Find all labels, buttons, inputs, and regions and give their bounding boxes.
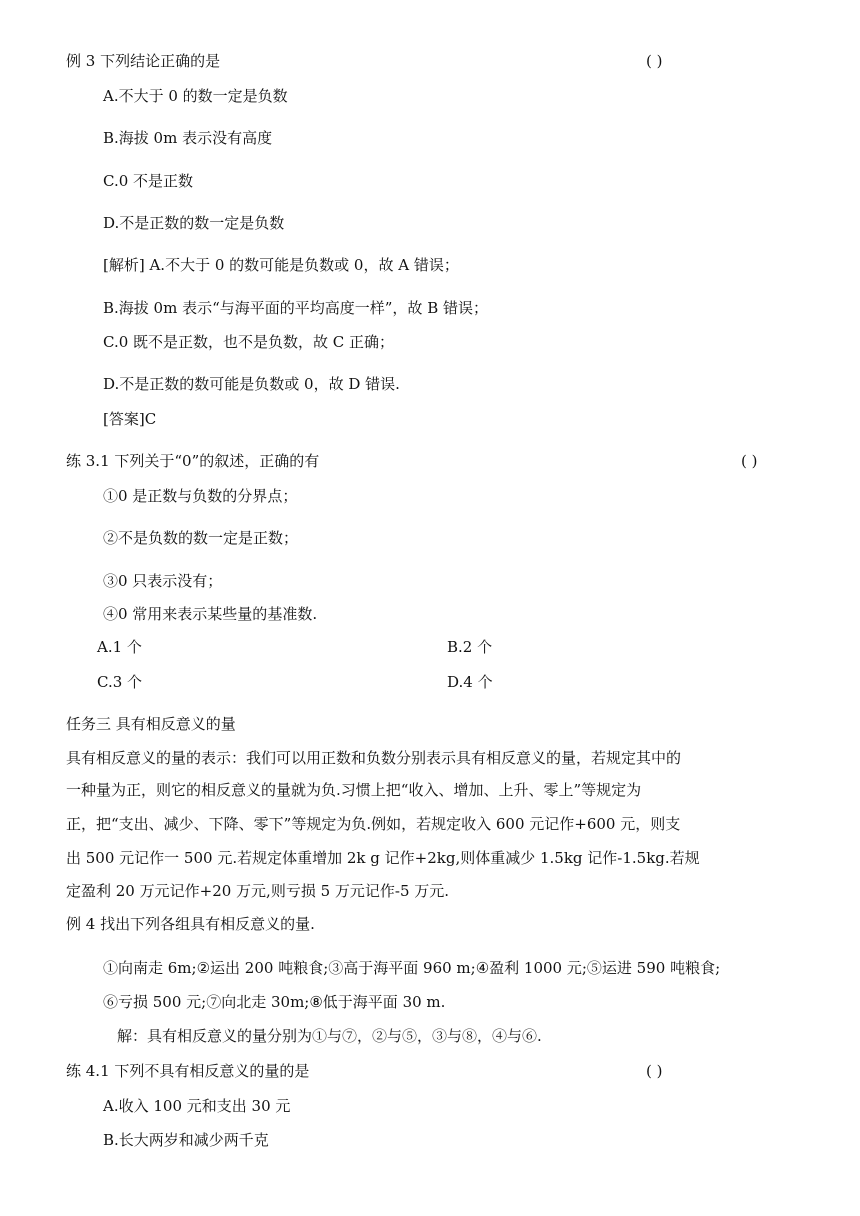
solution-line: 解：具有相反意义的量分别为①与⑦，②与⑤，③与⑧，④与⑥. [117,1027,542,1045]
answer-bracket: ( ) [646,52,663,70]
option-c: C.3 个 [97,673,143,691]
option-a: A.收入 100 元和支出 30 元 [103,1097,291,1115]
option-d: D.4 个 [447,673,493,691]
analysis-line: [解析] A.不大于 0 的数可能是负数或 0，故 A 错误； [103,256,459,274]
practice-3-1-title: 练 3.1 下列关于“0”的叙述，正确的有 [66,452,320,470]
example-4-title: 例 4 找出下列各组具有相反意义的量. [66,915,315,933]
option-d: D.不是正数的数一定是负数 [103,214,285,232]
option-c: C.0 不是正数 [103,172,194,190]
analysis-line: D.不是正数的数可能是负数或 0，故 D 错误. [103,375,400,393]
statement-item: ②不是负数的数一定是正数； [103,529,299,547]
answer-bracket: ( ) [741,452,758,470]
example-3-title: 例 3 下列结论正确的是 [66,52,221,70]
option-b: B.2 个 [447,638,493,656]
paragraph-line: 具有相反意义的量的表示：我们可以用正数和负数分别表示具有相反意义的量，若规定其中的 [66,749,682,767]
section-heading: 任务三 具有相反意义的量 [66,715,236,733]
statement-item: ①0 是正数与负数的分界点； [103,487,298,505]
statement-item: ④0 常用来表示某些量的基准数. [103,605,318,623]
practice-4-1-title: 练 4.1 下列不具有相反意义的量的是 [66,1062,310,1080]
analysis-line: B.海拔 0m 表示“与海平面的平均高度一样”，故 B 错误； [103,299,488,317]
example-item-line: ①向南走 6m;②运出 200 吨粮食;③高于海平面 960 m;④盈利 1000 元;⑤运进 590 吨粮食; [103,959,721,977]
statement-item: ③0 只表示没有； [103,572,223,590]
paragraph-line: 一种量为正，则它的相反意义的量就为负.习惯上把“收入、增加、上升、零上”等规定为 [66,781,642,799]
example-item-line: ⑥亏损 500 元;⑦向北走 30m;⑧低于海平面 30 m. [103,993,446,1011]
answer-bracket: ( ) [646,1062,663,1080]
option-b: B.长大两岁和减少两千克 [103,1131,269,1149]
option-b: B.海拔 0m 表示没有高度 [103,129,273,147]
option-a: A.不大于 0 的数一定是负数 [103,87,288,105]
option-a: A.1 个 [97,638,142,656]
analysis-line: C.0 既不是正数，也不是负数，故 C 正确； [103,333,395,351]
answer-line: [答案]C [103,410,157,428]
paragraph-line: 定盈利 20 万元记作+20 万元,则亏损 5 万元记作-5 万元. [66,882,450,900]
paragraph-line: 正，把“支出、减少、下降、零下”等规定为负.例如，若规定收入 600 元记作+600 元，则支 [66,815,681,833]
paragraph-line: 出 500 元记作一 500 元.若规定体重增加 2k g 记作+2kg,则体重减少 1.5kg 记作-1.5kg.若规 [66,849,700,867]
